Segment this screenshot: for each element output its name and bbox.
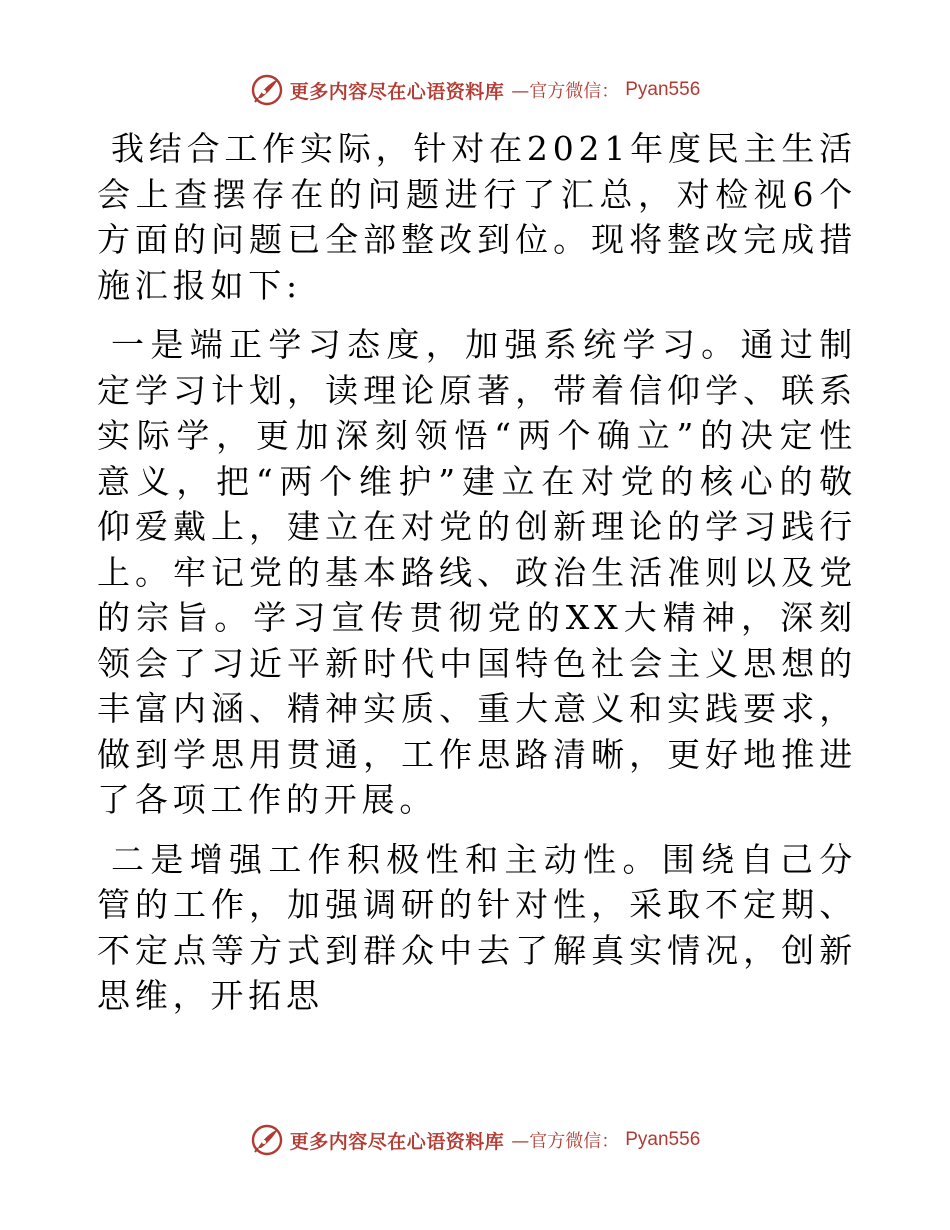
quill-pen-logo-icon [250, 1123, 284, 1157]
banner-wechat-label: —官方微信： [511, 81, 620, 102]
paragraph-study: 一是端正学习态度，加强系统学习。通过制定学习计划，读理论原著，带着信仰学、联系实际学，更加深刻领悟“两个确立”的决定性意义，把“两个维护”建立在对党的核心的敬仰爱戴上，建立在对党的创新理论的学习践行上。牢记党的基本路线、政治生活准则以及党的宗旨。学习宣传贯彻党的XX大精神，深刻领会了习近平新时代中国特色社会主义思想的丰富内涵、精神实质、重大意义和实践要求，做到学思用贯通，工作思路清晰，更好地推进了各项工作的开展。 [97, 325, 857, 819]
banner-wechat-label: —官方微信： [511, 1131, 620, 1152]
footer-banner [0, 1120, 950, 1160]
header-banner [0, 70, 950, 110]
quill-pen-logo-icon [250, 73, 284, 107]
banner-promo-text: 更多内容尽在心语资料库 [289, 1130, 505, 1153]
document-body [97, 126, 857, 1033]
paragraph-initiative: 二是增强工作积极性和主动性。围绕自己分管的工作，加强调研的针对性，采取不定期、不定点等方式到群众中去了解真实情况，创新思维，开拓思 [97, 839, 857, 1015]
paragraph-intro: 我结合工作实际，针对在2021年度民主生活会上查摆存在的问题进行了汇总，对检视6个方面的问题已全部整改到位。现将整改完成措施汇报如下: [97, 129, 857, 305]
banner-wechat-id: Pyan556 [625, 79, 701, 100]
banner-wechat-id: Pyan556 [625, 1129, 701, 1150]
footer-banner-inner [250, 1123, 701, 1157]
banner-promo-text: 更多内容尽在心语资料库 [289, 80, 505, 103]
header-banner-inner [250, 73, 701, 107]
